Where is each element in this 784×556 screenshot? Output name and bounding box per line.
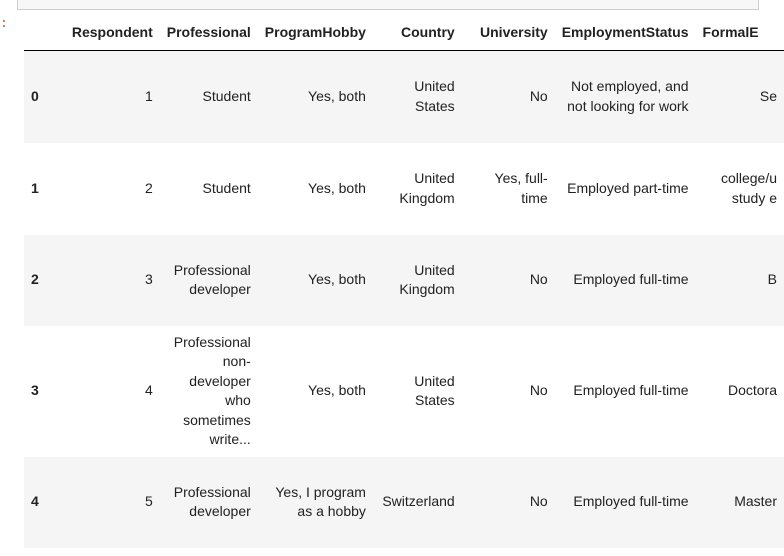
cell-professional: Student: [202, 88, 251, 104]
cell-respondent: 5: [144, 493, 153, 510]
table-row: [24, 235, 784, 326]
cell-university: No: [529, 88, 548, 104]
cell-programhobby: Yes, both: [308, 88, 366, 104]
cell-university: Yes, full-time: [494, 170, 548, 206]
cell-professional: Student: [202, 179, 251, 196]
cell-programhobby: Yes, both: [308, 179, 366, 196]
cell-country: Switzerland: [382, 493, 455, 510]
cell-formaleducation: B: [767, 271, 777, 288]
cell-employmentstatus: Not employed, and not looking for work: [567, 78, 689, 114]
cell-programhobby: Yes, both: [308, 382, 366, 399]
column-header-country: Country: [373, 16, 462, 51]
column-header-university: University: [462, 16, 555, 51]
cell-professional: Professional developer: [173, 261, 251, 297]
row-index: 3: [31, 382, 39, 399]
column-header-employmentstatus: EmploymentStatus: [555, 16, 696, 51]
table-row: [24, 457, 784, 548]
cell-formaleducation: Doctora: [727, 382, 777, 399]
row-index: 2: [31, 271, 39, 288]
cell-formaleducation: Se: [759, 88, 777, 104]
column-header-programhobby: ProgramHobby: [258, 16, 373, 51]
cell-formaleducation: Master: [734, 493, 777, 510]
cell-country: United States: [414, 372, 455, 408]
cell-formaleducation: college/u study e: [720, 170, 777, 206]
cell-programhobby: Yes, I program as a hobby: [275, 483, 366, 519]
table-row: [24, 51, 784, 143]
table-row: [24, 143, 784, 235]
cell-employmentstatus: Employed full-time: [573, 271, 689, 288]
cell-professional: Professional developer: [173, 483, 251, 519]
cell-programhobby: Yes, both: [308, 271, 366, 288]
cell-university: No: [529, 493, 548, 510]
dataframe-table: [24, 16, 784, 548]
cell-employmentstatus: Employed full-time: [573, 382, 689, 399]
cell-respondent: 4: [144, 382, 153, 399]
cell-professional: Professional non-developer who sometimes write...: [173, 333, 251, 447]
output-prompt: :: [0, 16, 8, 31]
table-row: [24, 326, 784, 457]
cell-respondent: 3: [144, 271, 153, 288]
header-row: [24, 16, 784, 51]
cell-country: United States: [414, 78, 455, 114]
column-header-formaleducation: FormalE: [696, 16, 784, 51]
previous-code-cell[interactable]: [17, 0, 759, 10]
cell-employmentstatus: Employed full-time: [573, 493, 689, 510]
row-index: 4: [31, 493, 39, 510]
row-index: 0: [31, 88, 39, 104]
column-header-respondent: Respondent: [45, 16, 159, 51]
cell-respondent: 2: [144, 179, 153, 196]
row-index: 1: [31, 179, 39, 196]
cell-employmentstatus: Employed part-time: [567, 179, 689, 196]
cell-university: No: [529, 271, 548, 288]
cell-university: No: [529, 382, 548, 399]
cell-respondent: 1: [144, 88, 153, 104]
cell-country: United Kingdom: [399, 261, 455, 297]
output-area: [24, 16, 784, 556]
column-header-professional: Professional: [160, 16, 258, 51]
cell-country: United Kingdom: [399, 170, 455, 206]
index-header: [24, 16, 45, 51]
